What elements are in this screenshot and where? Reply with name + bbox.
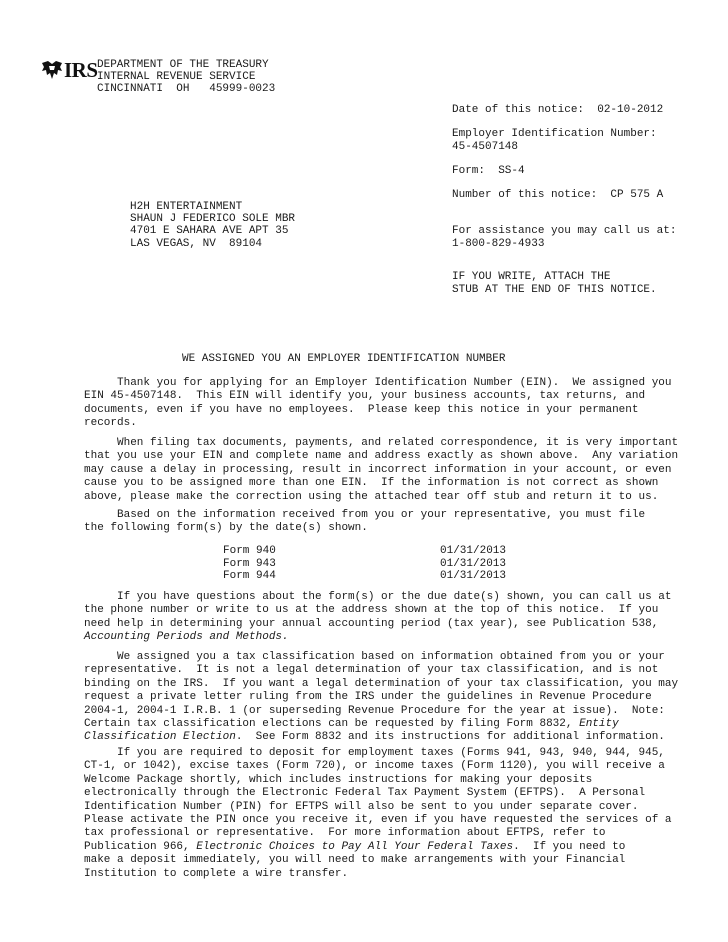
form-name: Form 944 [223, 570, 276, 582]
publication-966-title: Electronic Choices to Pay All Your Federal Taxes [196, 840, 514, 853]
address-line-2: SHAUN J FEDERICO SOLE MBR [130, 213, 296, 225]
deposits-text-end: . If you need to make a deposit immediately, you will need to make arrangements with your Financial Institution to complete a wire transfer. [84, 840, 626, 880]
deposits-text: If you are required to deposit for employment taxes (Forms 941, 943, 940, 944, 945, CT-1, or 1042), excise taxes (Form 720), or income taxes (Form 1120), you will receive a Welcome Package shortly, which includes instructions for making your deposits electronically through the Electronic Federal Tax Payment System (EFTPS). A Personal Identification Number (PIN) for EFTPS will also be sent to you under separate cover. Please activate the PIN once you receive it, even if you have requested the services of a tax professional or representative. For more information about EFTPS, refer to Publication 966, [84, 747, 672, 853]
form-name: Form 943 [223, 558, 276, 570]
irs-eagle-logo [40, 59, 64, 81]
publication-538-title: Accounting Periods and Methods. [84, 631, 289, 644]
notice-number: Number of this notice: CP 575 A [452, 189, 664, 201]
assistance-phone: 1-800-829-4933 [452, 238, 545, 250]
assistance-label: For assistance you may call us at: [452, 225, 677, 237]
irs-logo-text: IRS [64, 58, 98, 82]
paragraph-based-on: Based on the information received from you or your representative, you must file the following form(s) by the date(s) shown. [84, 509, 646, 535]
form-name: Form 940 [223, 545, 276, 557]
classification-election-italic: Classification Election [84, 731, 236, 744]
paragraph-deposits [84, 747, 694, 881]
ein-value: 45-4507148 [452, 141, 519, 153]
notice-title: WE ASSIGNED YOU AN EMPLOYER IDENTIFICATION NUMBER [182, 353, 506, 365]
city-line: CINCINNATI OH 45999-0023 [97, 83, 276, 95]
form-due-date: 01/31/2013 [440, 545, 507, 557]
entity-italic: Entity [579, 718, 619, 731]
form-due-date: 01/31/2013 [440, 570, 507, 582]
ein-label: Employer Identification Number: [452, 128, 657, 140]
paragraph-filing: When filing tax documents, payments, and related correspondence, it is very important that you use your EIN and complete name and address exactly as shown above. Any variation may cause a delay in processing, result in incorrect information in your account, or even cause you to be assigned more than one EIN. If the information is not correct as shown above, please make the correction using the attached tear off stub and return it to us. [84, 437, 679, 503]
write-instruction-1: IF YOU WRITE, ATTACH THE [452, 271, 611, 283]
paragraph-tax-classification [84, 651, 694, 745]
dept-line: DEPARTMENT OF THE TREASURY [97, 59, 269, 71]
notice-date: Date of this notice: 02-10-2012 [452, 104, 664, 116]
questions-text: If you have questions about the form(s) or the due date(s) shown, you can call us at the phone number or write to us at the address shown at the top of this notice. If you need help in determining your annual accounting period (tax year), see Publication 538, [84, 591, 672, 630]
form-line: Form: SS-4 [452, 165, 525, 177]
address-line-3: 4701 E SAHARA AVE APT 35 [130, 225, 289, 237]
classification-text: We assigned you a tax classification based on information obtained from you or your representative. It is not a legal determination of your tax classification, and is not binding on the IRS. If you want a legal determination of your tax classification, you may request a private letter ruling from the IRS under the guidelines in Revenue Procedure 2004-1, 2004-1 I.R.B. 1 (or superseding Revenue Procedure for the year at issue). Note: Certain tax classification elections can be requested by filing Form 8832, [84, 651, 679, 731]
paragraph-thank-you: Thank you for applying for an Employer Identification Number (EIN). We assigned you EIN 45-4507148. This EIN will identify you, your business accounts, tax returns, and documents, even if you have no employees. Please keep this notice in your permanent records. [84, 377, 672, 430]
classification-text-end: . See Form 8832 and its instructions for additional information. [235, 731, 665, 744]
service-line: INTERNAL REVENUE SERVICE [97, 71, 256, 83]
paragraph-questions [84, 591, 694, 645]
address-line-1: H2H ENTERTAINMENT [130, 201, 243, 213]
form-due-date: 01/31/2013 [440, 558, 507, 570]
write-instruction-2: STUB AT THE END OF THIS NOTICE. [452, 284, 657, 296]
address-line-4: LAS VEGAS, NV 89104 [130, 238, 263, 250]
